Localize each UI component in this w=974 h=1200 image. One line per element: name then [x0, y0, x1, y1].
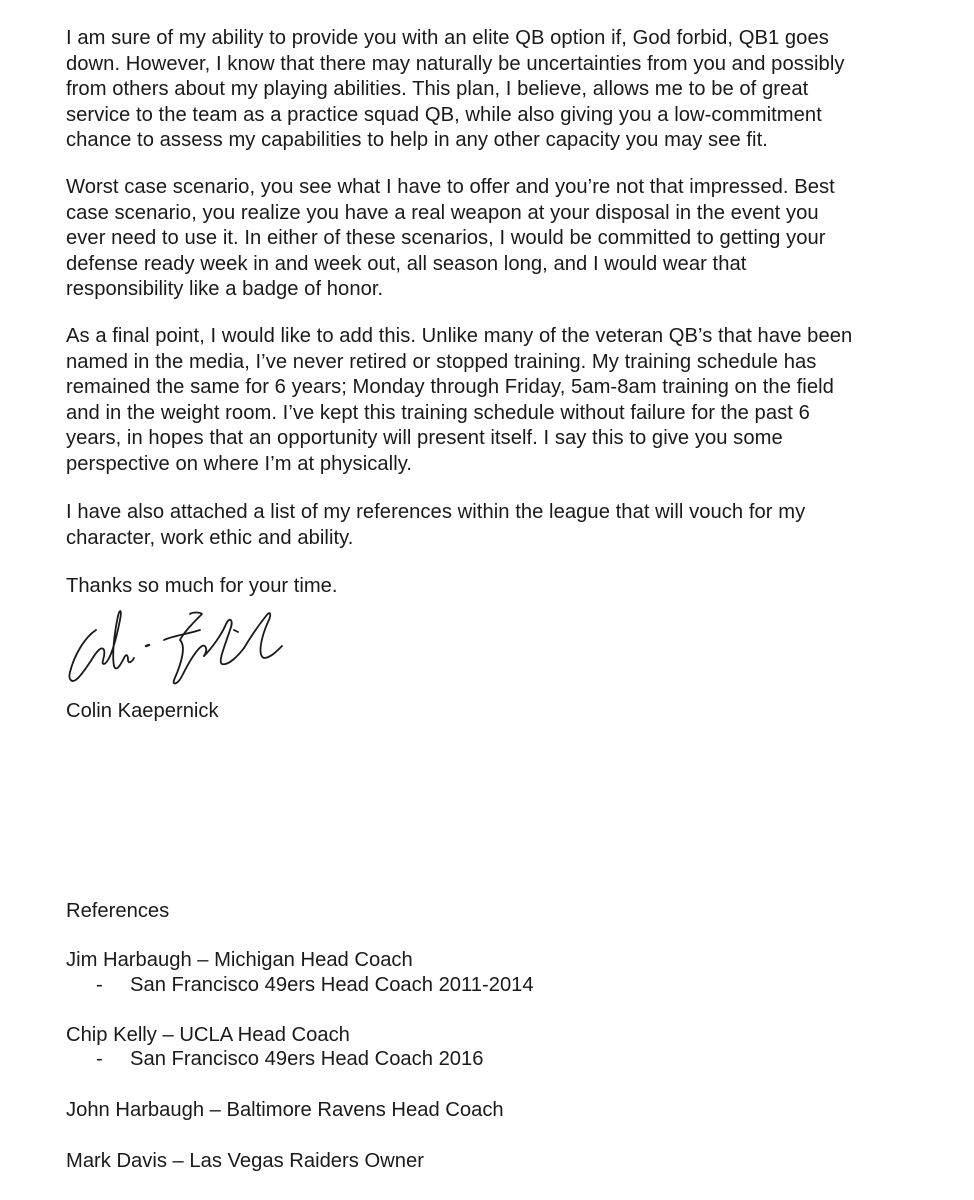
reference-name: Chip Kelly – UCLA Head Coach — [66, 1024, 350, 1046]
text-line: down. However, I know that there may naturally be uncertainties from you and possibly — [66, 52, 845, 75]
text-line: chance to assess my capabilities to help in any other capacity you may see fit. — [66, 129, 768, 151]
signer-name: Colin Kaepernick — [66, 700, 219, 722]
text-line: service to the team as a practice squad QB, while also giving you a low-commitment — [66, 103, 822, 126]
reference-detail — [96, 973, 534, 999]
text-line: As a final point, I would like to add this. Unlike many of the veteran QB’s that have been — [66, 325, 853, 347]
paragraph-training-schedule — [66, 324, 946, 477]
paragraph-elite-qb-option — [66, 26, 946, 154]
text-line: character, work ethic and ability. — [66, 526, 354, 549]
reference-detail-text: San Francisco 49ers Head Coach 2016 — [130, 1048, 484, 1070]
text-line: responsibility like a badge of honor. — [66, 278, 384, 300]
text-line: ever need to use it. In either of these scenarios, I would be committed to getting your — [66, 227, 826, 249]
text-line: I have also attached a list of my references within the league that will vouch for my — [66, 501, 806, 523]
text-line: Worst case scenario, you see what I have to offer and you’re not that impressed. Best — [66, 176, 835, 198]
text-line: I am sure of my ability to provide you with an elite QB option if, God forbid, QB1 goes — [66, 27, 829, 49]
list-dash: - — [96, 1048, 103, 1070]
reference-detail — [96, 1047, 484, 1073]
paragraph-scenarios — [66, 175, 946, 303]
reference-name: Mark Davis – Las Vegas Raiders Owner — [66, 1150, 424, 1172]
text-line: perspective on where I’m at physically. — [66, 452, 413, 475]
reference-detail-text: San Francisco 49ers Head Coach 2011-2014 — [130, 974, 534, 996]
references-heading: References — [66, 900, 170, 922]
text-line: defense ready week in and week out, all season long, and I would wear that — [66, 252, 747, 275]
text-line: and in the weight room. I’ve kept this training schedule without failure for the past 6 — [66, 401, 810, 424]
paragraph-references-attached — [66, 500, 946, 551]
text-line: remained the same for 6 years; Monday through Friday, 5am-8am training on the field — [66, 376, 834, 398]
closing-line: Thanks so much for your time. — [66, 575, 338, 597]
text-line: years, in hopes that an opportunity will present itself. I say this to give you some — [66, 427, 783, 449]
text-line: named in the media, I’ve never retired or stopped training. My training schedule has — [66, 350, 817, 373]
reference-name: John Harbaugh – Baltimore Ravens Head Coach — [66, 1099, 504, 1121]
reference-name: Jim Harbaugh – Michigan Head Coach — [66, 949, 413, 971]
list-dash: - — [96, 974, 103, 996]
text-line: case scenario, you realize you have a real weapon at your disposal in the event you — [66, 201, 819, 224]
handwritten-signature — [62, 600, 292, 695]
text-line: from others about my playing abilities. This plan, I believe, allows me to be of great — [66, 78, 809, 100]
